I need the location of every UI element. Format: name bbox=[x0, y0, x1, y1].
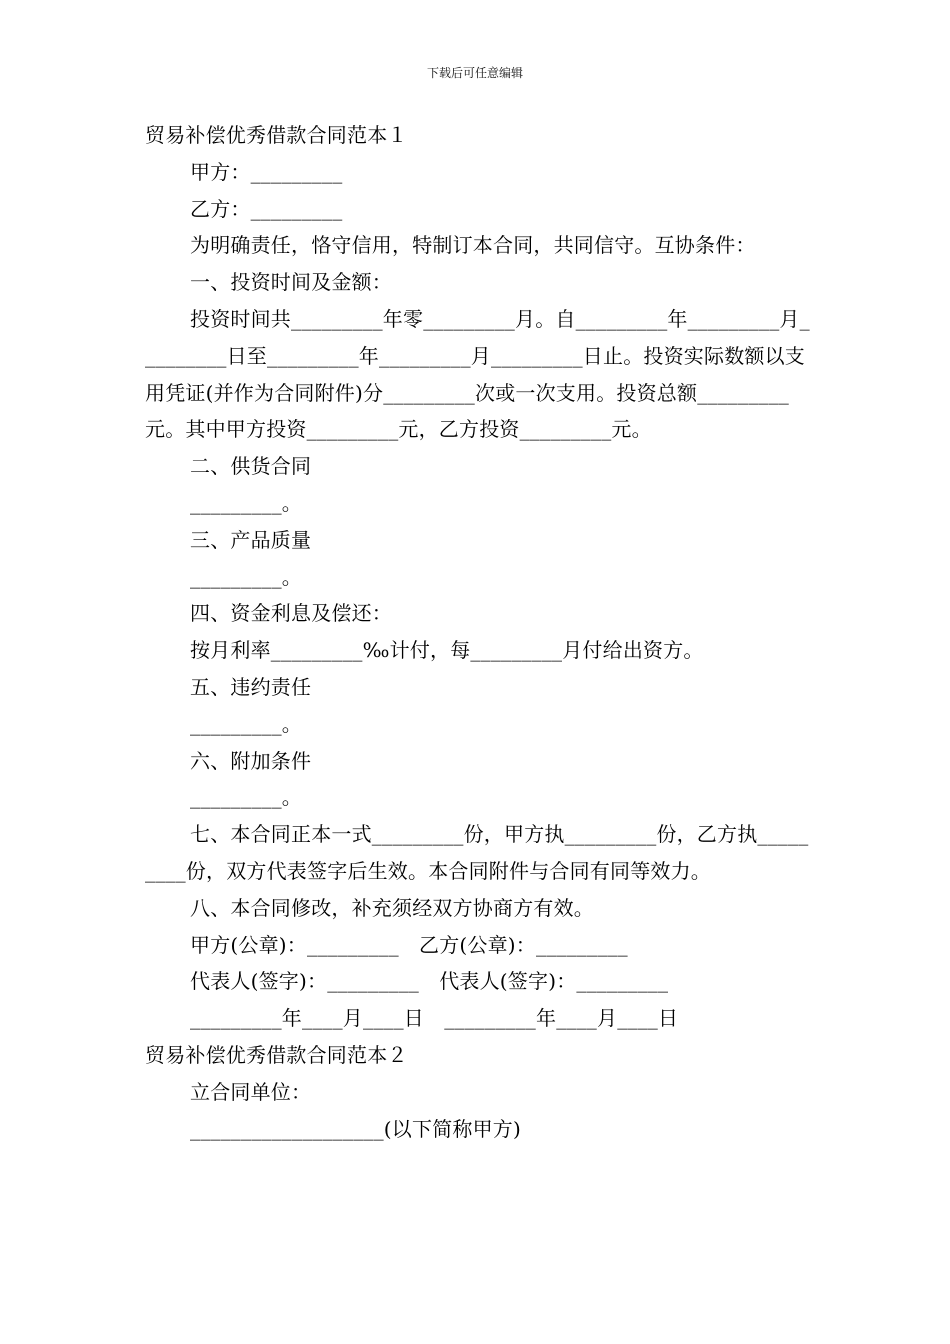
section-title-2: 贸易补偿优秀借款合同范本２ bbox=[145, 1042, 408, 1067]
clause-5-heading: 五、违约责任 bbox=[190, 674, 312, 699]
clause-6-heading: 六、附加条件 bbox=[190, 748, 312, 773]
section-title-1: 贸易补偿优秀借款合同范本１ bbox=[145, 123, 408, 147]
party-a-designation: ___________________(以下简称甲方) bbox=[190, 1116, 522, 1141]
date-line: _________年____月____日 _________年____月____日 bbox=[190, 1006, 679, 1031]
contract-unit-label: 立合同单位： bbox=[190, 1079, 312, 1104]
clause-2-heading: 二、供货合同 bbox=[190, 454, 312, 479]
signature-line: 代表人(签字)：_________ 代表人(签字)：_________ bbox=[190, 969, 669, 994]
clause-3-heading: 三、产品质量 bbox=[190, 527, 312, 552]
clause-1-body: 投资时间共_________年零_________月。自_________年_________月_________日至_________年_________月_________日止。投资实际数额以支用凭证(并作为合同附件)分_________次或一次支用。投资总额_________元。其中甲方投资_________元，乙方投资_________元。 bbox=[145, 306, 810, 442]
page-header: 下载后可任意编辑 bbox=[426, 66, 523, 80]
clause-4-heading: 四、资金利息及偿还： bbox=[190, 601, 392, 626]
clause-3-blank: _________。 bbox=[190, 564, 302, 589]
document-body bbox=[145, 117, 810, 1147]
seal-line: 甲方(公章)：_________ 乙方(公章)：_________ bbox=[190, 932, 628, 957]
clause-6-blank: _________。 bbox=[190, 785, 302, 810]
clause-4-body: 按月利率_________‰计付，每_________月付给出资方。 bbox=[190, 638, 704, 663]
clause-7-body: 七、本合同正本一式_________份，甲方执_________份，乙方执_________份，双方代表签字后生效。本合同附件与合同有同等效力。 bbox=[145, 822, 809, 883]
clause-1-heading: 一、投资时间及金额： bbox=[190, 270, 392, 295]
preamble-paragraph: 为明确责任，恪守信用，特制订本合同，共同信守。互协条件： bbox=[190, 233, 756, 258]
party-b-line: 乙方：_________ bbox=[190, 196, 343, 221]
clause-5-blank: _________。 bbox=[190, 711, 302, 736]
clause-2-blank: _________。 bbox=[190, 490, 302, 515]
clause-8-body: 八、本合同修改，补充须经双方协商方有效。 bbox=[190, 895, 594, 920]
party-a-line: 甲方：_________ bbox=[190, 159, 343, 184]
